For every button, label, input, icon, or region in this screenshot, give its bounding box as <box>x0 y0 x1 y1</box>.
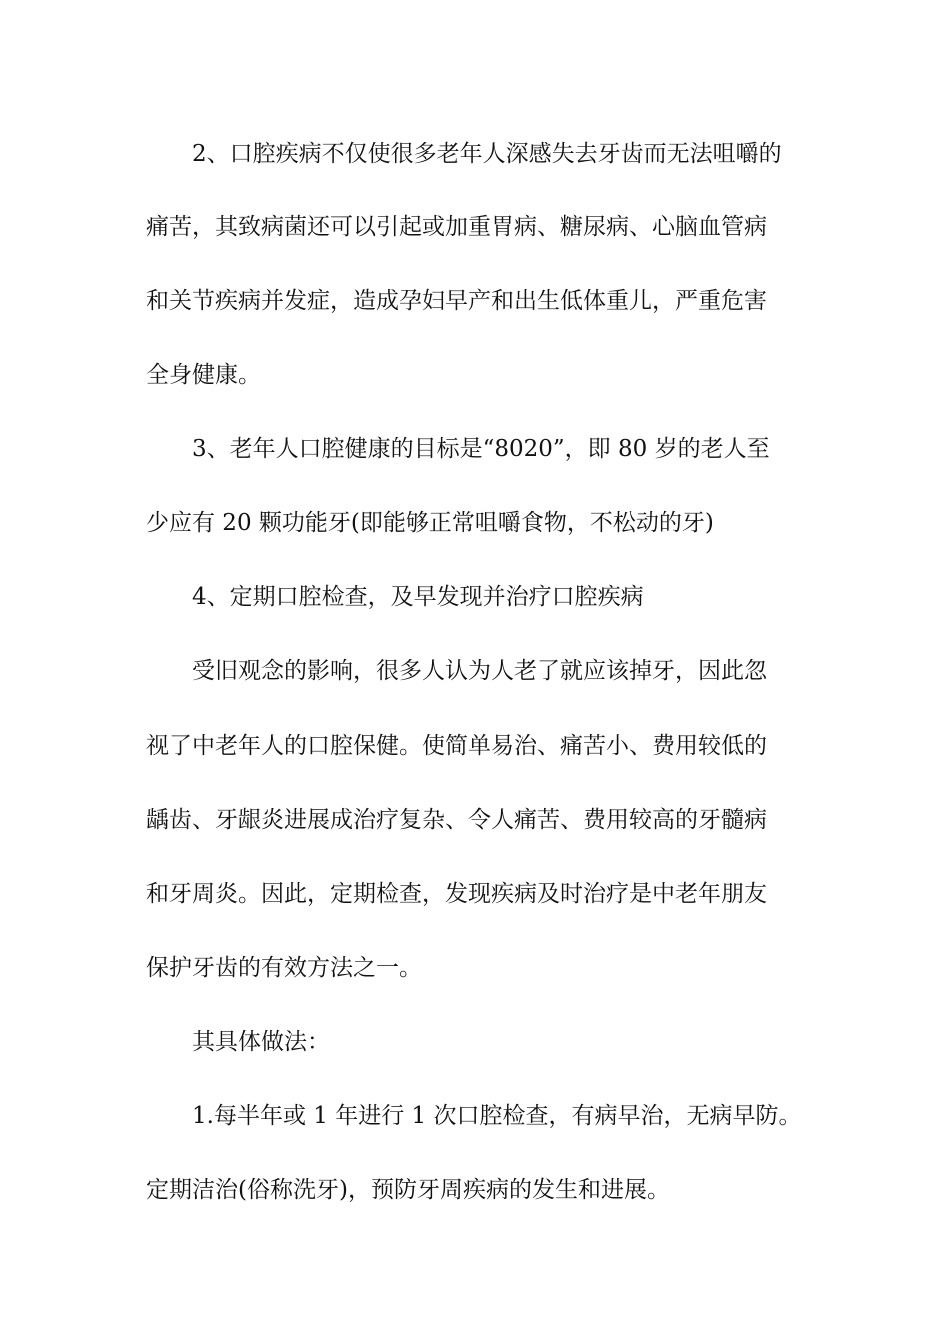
section-heading-4: 4、定期口腔检查，及早发现并治疗口腔疾病 <box>192 584 644 610</box>
paragraph-4-line-3: 龋齿、牙龈炎进展成治疗复杂、令人痛苦、费用较高的牙髓病 <box>146 807 767 833</box>
paragraph-6-line-1: 1.每半年或 1 年进行 1 次口腔检查，有病早治，无病早防。 <box>192 1103 802 1129</box>
paragraph-5-line-1: 其具体做法： <box>192 1029 330 1055</box>
paragraph-1-line-1: 2、口腔疾病不仅使很多老年人深感失去牙齿而无法咀嚼的 <box>192 141 782 167</box>
paragraph-4-line-5: 保护牙齿的有效方法之一。 <box>146 955 422 981</box>
paragraph-4-line-2: 视了中老年人的口腔保健。使简单易治、痛苦小、费用较低的 <box>146 733 767 759</box>
paragraph-2-line-2: 少应有 20 颗功能牙(即能够正常咀嚼食物，不松动的牙) <box>146 510 714 536</box>
paragraph-6-line-2: 定期洁治(俗称洗牙)，预防牙周疾病的发生和进展。 <box>146 1177 670 1203</box>
paragraph-4-line-4: 和牙周炎。因此，定期检查，发现疾病及时治疗是中老年朋友 <box>146 881 767 907</box>
paragraph-1-line-3: 和关节疾病并发症，造成孕妇早产和出生低体重儿，严重危害 <box>146 288 767 314</box>
paragraph-1-line-2: 痛苦，其致病菌还可以引起或加重胃病、糖尿病、心脑血管病 <box>146 214 767 240</box>
paragraph-2-line-1: 3、老年人口腔健康的目标是“8020”，即 80 岁的老人至 <box>192 436 770 462</box>
paragraph-4-line-1: 受旧观念的影响，很多人认为人老了就应该掉牙，因此忽 <box>192 658 767 684</box>
paragraph-1-line-4: 全身健康。 <box>146 362 261 388</box>
